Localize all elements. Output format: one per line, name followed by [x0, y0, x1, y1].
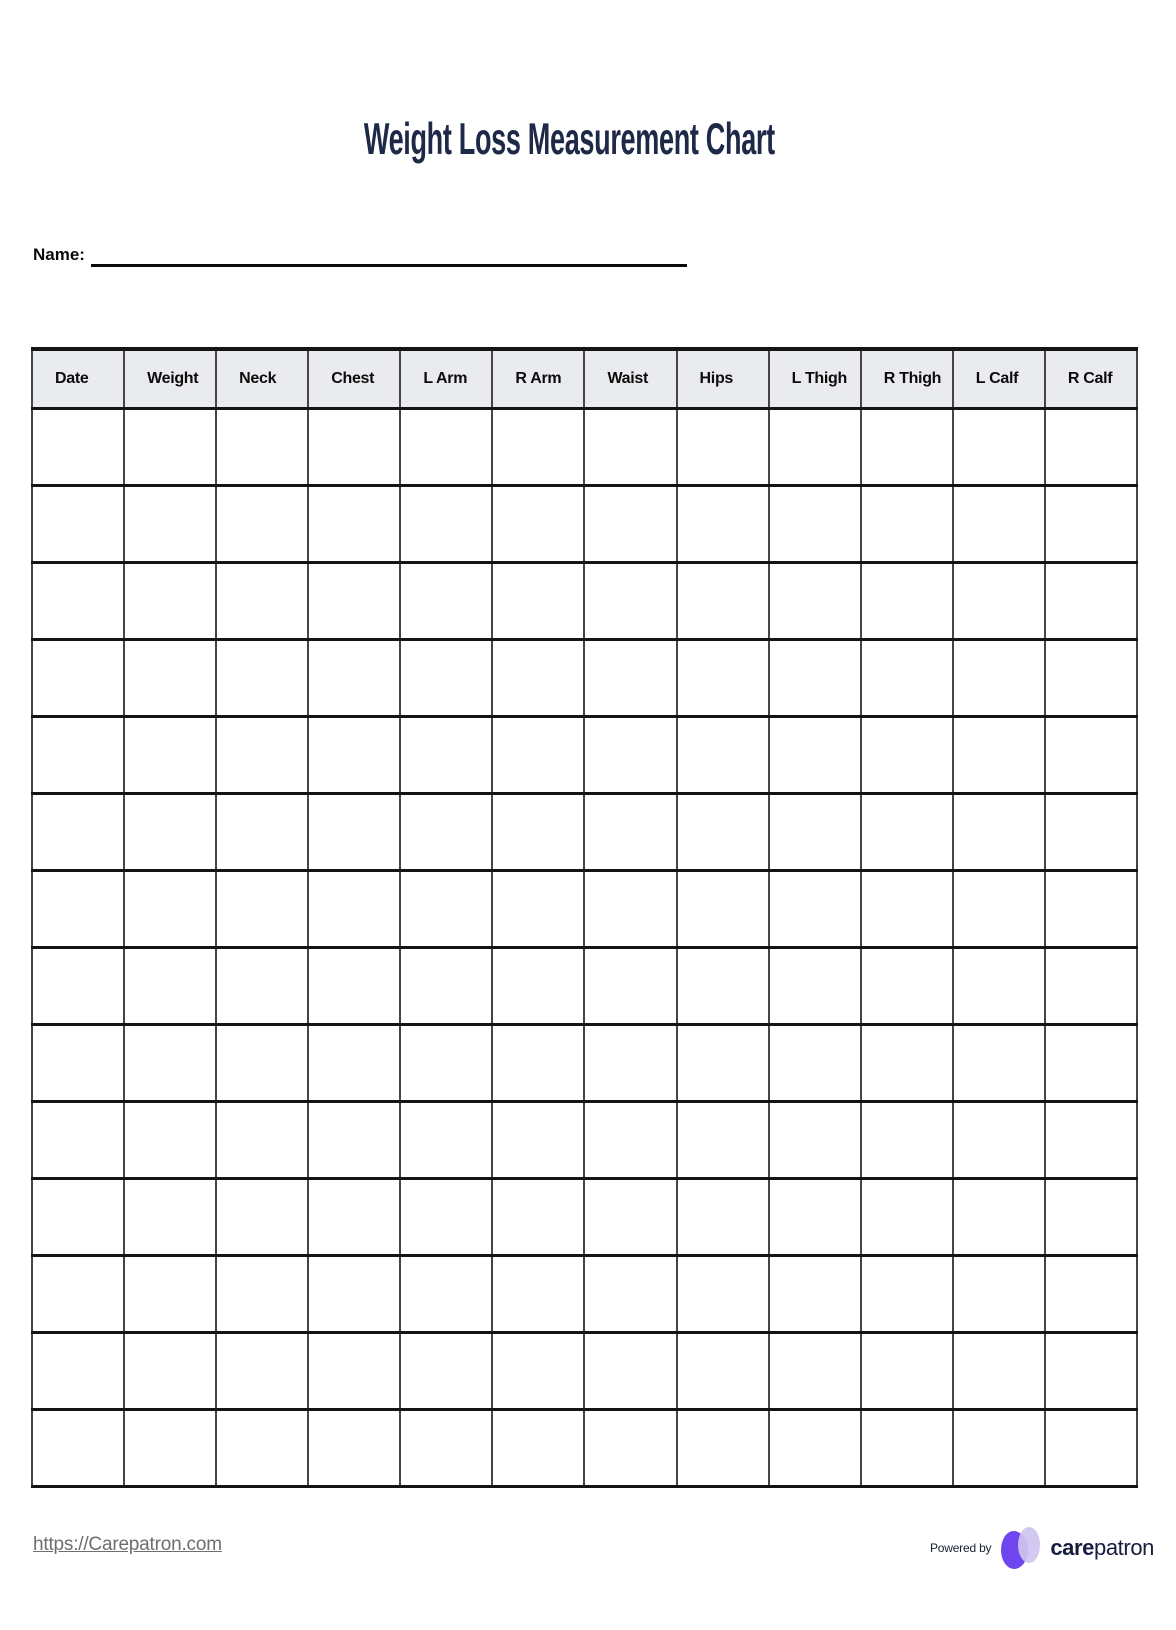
table-cell[interactable] — [400, 1333, 492, 1410]
table-cell[interactable] — [677, 871, 769, 948]
table-cell[interactable] — [124, 409, 216, 486]
table-cell[interactable] — [861, 409, 953, 486]
table-cell[interactable] — [124, 1025, 216, 1102]
table-cell[interactable] — [308, 640, 400, 717]
brand-wordmark — [1050, 1535, 1154, 1561]
table-cell[interactable] — [308, 1102, 400, 1179]
table-cell[interactable] — [124, 871, 216, 948]
table-cell[interactable] — [953, 1179, 1045, 1256]
table-cell[interactable] — [584, 794, 676, 871]
table-cell[interactable] — [1045, 1410, 1137, 1487]
table-cell[interactable] — [124, 717, 216, 794]
table-cell[interactable] — [861, 1102, 953, 1179]
table-row — [32, 563, 1137, 640]
column-header-r-arm: R Arm — [492, 349, 584, 409]
table-cell[interactable] — [584, 871, 676, 948]
table-cell[interactable] — [861, 948, 953, 1025]
table-cell[interactable] — [584, 486, 676, 563]
table-cell[interactable] — [953, 563, 1045, 640]
table-cell[interactable] — [492, 486, 584, 563]
table-cell[interactable] — [584, 948, 676, 1025]
measurement-table-header — [32, 349, 1137, 409]
table-cell[interactable] — [492, 640, 584, 717]
name-input-line[interactable] — [91, 242, 687, 267]
table-cell[interactable] — [216, 486, 308, 563]
table-cell[interactable] — [492, 563, 584, 640]
table-cell[interactable] — [1045, 563, 1137, 640]
table-cell[interactable] — [124, 794, 216, 871]
table-cell[interactable] — [32, 1179, 124, 1256]
table-cell[interactable] — [584, 1102, 676, 1179]
table-cell[interactable] — [308, 409, 400, 486]
table-cell[interactable] — [769, 1025, 861, 1102]
measurement-table — [31, 347, 1138, 1488]
table-cell[interactable] — [861, 1256, 953, 1333]
logo-petal-right — [1018, 1527, 1040, 1563]
table-cell[interactable] — [1045, 1179, 1137, 1256]
table-cell[interactable] — [308, 1410, 400, 1487]
table-cell[interactable] — [584, 409, 676, 486]
table-cell[interactable] — [677, 409, 769, 486]
table-cell[interactable] — [32, 871, 124, 948]
table-cell[interactable] — [1045, 486, 1137, 563]
table-cell[interactable] — [216, 948, 308, 1025]
table-row — [32, 486, 1137, 563]
table-cell[interactable] — [584, 1025, 676, 1102]
table-cell[interactable] — [584, 1410, 676, 1487]
column-header-weight: Weight — [124, 349, 216, 409]
table-cell[interactable] — [32, 486, 124, 563]
table-cell[interactable] — [861, 1025, 953, 1102]
table-cell[interactable] — [124, 1102, 216, 1179]
table-cell[interactable] — [677, 1410, 769, 1487]
table-cell[interactable] — [400, 1179, 492, 1256]
table-cell[interactable] — [1045, 717, 1137, 794]
table-cell[interactable] — [677, 794, 769, 871]
table-cell[interactable] — [861, 1410, 953, 1487]
table-cell[interactable] — [861, 486, 953, 563]
table-cell[interactable] — [400, 1025, 492, 1102]
table-cell[interactable] — [677, 948, 769, 1025]
table-cell[interactable] — [677, 1102, 769, 1179]
table-cell[interactable] — [32, 1102, 124, 1179]
table-cell[interactable] — [216, 1025, 308, 1102]
table-cell[interactable] — [584, 1333, 676, 1410]
table-cell[interactable] — [677, 717, 769, 794]
table-row — [32, 1333, 1137, 1410]
table-cell[interactable] — [861, 640, 953, 717]
column-header-waist: Waist — [584, 349, 676, 409]
table-cell[interactable] — [216, 1410, 308, 1487]
table-cell[interactable] — [124, 486, 216, 563]
table-cell[interactable] — [308, 1256, 400, 1333]
table-cell[interactable] — [400, 1102, 492, 1179]
table-cell[interactable] — [32, 794, 124, 871]
table-cell[interactable] — [492, 1256, 584, 1333]
table-cell[interactable] — [400, 871, 492, 948]
table-cell[interactable] — [584, 563, 676, 640]
table-cell[interactable] — [861, 563, 953, 640]
table-cell[interactable] — [400, 948, 492, 1025]
table-cell[interactable] — [308, 871, 400, 948]
table-cell[interactable] — [400, 1410, 492, 1487]
table-row — [32, 409, 1137, 486]
table-cell[interactable] — [953, 717, 1045, 794]
table-cell[interactable] — [953, 1102, 1045, 1179]
column-header-date: Date — [32, 349, 124, 409]
table-cell[interactable] — [492, 717, 584, 794]
table-cell[interactable] — [32, 1410, 124, 1487]
table-cell[interactable] — [1045, 1025, 1137, 1102]
table-cell[interactable] — [1045, 640, 1137, 717]
table-cell[interactable] — [308, 563, 400, 640]
table-cell[interactable] — [584, 1179, 676, 1256]
table-row — [32, 1410, 1137, 1487]
table-cell[interactable] — [308, 717, 400, 794]
column-header-l-thigh: L Thigh — [769, 349, 861, 409]
table-cell[interactable] — [216, 563, 308, 640]
column-header-r-calf: R Calf — [1045, 349, 1137, 409]
table-cell[interactable] — [1045, 871, 1137, 948]
column-header-neck: Neck — [216, 349, 308, 409]
table-cell[interactable] — [953, 640, 1045, 717]
brand-care-text: care — [1050, 1535, 1095, 1560]
table-cell[interactable] — [953, 1025, 1045, 1102]
column-header-chest: Chest — [308, 349, 400, 409]
table-cell[interactable] — [492, 1102, 584, 1179]
table-cell[interactable] — [124, 1410, 216, 1487]
table-cell[interactable] — [584, 640, 676, 717]
table-cell[interactable] — [492, 409, 584, 486]
table-cell[interactable] — [861, 1333, 953, 1410]
table-cell[interactable] — [953, 948, 1045, 1025]
table-cell[interactable] — [769, 1410, 861, 1487]
table-cell[interactable] — [677, 1256, 769, 1333]
table-cell[interactable] — [216, 1256, 308, 1333]
table-cell[interactable] — [677, 1333, 769, 1410]
column-header-l-calf: L Calf — [953, 349, 1045, 409]
name-field-row — [33, 242, 687, 267]
table-cell[interactable] — [769, 948, 861, 1025]
table-cell[interactable] — [400, 717, 492, 794]
table-cell[interactable] — [308, 1333, 400, 1410]
table-cell[interactable] — [308, 1179, 400, 1256]
table-cell[interactable] — [124, 1179, 216, 1256]
table-cell[interactable] — [953, 1256, 1045, 1333]
table-cell[interactable] — [124, 1333, 216, 1410]
table-cell[interactable] — [861, 794, 953, 871]
table-cell[interactable] — [32, 563, 124, 640]
name-label: Name: — [33, 245, 85, 264]
table-row — [32, 871, 1137, 948]
table-row — [32, 948, 1137, 1025]
table-row — [32, 1256, 1137, 1333]
table-cell[interactable] — [861, 717, 953, 794]
table-cell[interactable] — [216, 640, 308, 717]
table-cell[interactable] — [216, 717, 308, 794]
title-container — [0, 116, 1176, 163]
table-cell[interactable] — [308, 794, 400, 871]
table-cell[interactable] — [769, 486, 861, 563]
table-cell[interactable] — [32, 948, 124, 1025]
table-cell[interactable] — [953, 486, 1045, 563]
table-cell[interactable] — [769, 1333, 861, 1410]
table-cell[interactable] — [400, 794, 492, 871]
table-cell[interactable] — [1045, 794, 1137, 871]
table-cell[interactable] — [492, 871, 584, 948]
brand-patron-text: patron — [1094, 1535, 1154, 1560]
table-row — [32, 1025, 1137, 1102]
table-cell[interactable] — [769, 1256, 861, 1333]
table-cell[interactable] — [677, 563, 769, 640]
table-cell[interactable] — [492, 1025, 584, 1102]
table-cell[interactable] — [216, 409, 308, 486]
table-cell[interactable] — [1045, 409, 1137, 486]
table-cell[interactable] — [308, 1025, 400, 1102]
table-cell[interactable] — [769, 1179, 861, 1256]
table-cell[interactable] — [953, 871, 1045, 948]
column-header-hips: Hips — [677, 349, 769, 409]
table-cell[interactable] — [769, 409, 861, 486]
column-header-l-arm: L Arm — [400, 349, 492, 409]
table-cell[interactable] — [769, 640, 861, 717]
table-row — [32, 1179, 1137, 1256]
table-cell[interactable] — [32, 717, 124, 794]
table-cell[interactable] — [492, 1333, 584, 1410]
table-row — [32, 1102, 1137, 1179]
table-cell[interactable] — [400, 640, 492, 717]
table-cell[interactable] — [1045, 1256, 1137, 1333]
table-cell[interactable] — [677, 1179, 769, 1256]
table-cell[interactable] — [1045, 948, 1137, 1025]
table-cell[interactable] — [492, 1410, 584, 1487]
table-cell[interactable] — [32, 640, 124, 717]
table-row — [32, 640, 1137, 717]
table-cell[interactable] — [677, 486, 769, 563]
table-cell[interactable] — [861, 871, 953, 948]
table-cell[interactable] — [677, 1025, 769, 1102]
table-cell[interactable] — [769, 563, 861, 640]
table-cell[interactable] — [124, 948, 216, 1025]
table-cell[interactable] — [32, 1256, 124, 1333]
table-cell[interactable] — [32, 1025, 124, 1102]
footer-link[interactable]: https://Carepatron.com — [33, 1534, 222, 1555]
table-cell[interactable] — [1045, 1333, 1137, 1410]
table-cell[interactable] — [953, 409, 1045, 486]
table-cell[interactable] — [492, 794, 584, 871]
header-row — [32, 349, 1137, 409]
table-cell[interactable] — [492, 1179, 584, 1256]
table-cell[interactable] — [400, 563, 492, 640]
table-cell[interactable] — [216, 1333, 308, 1410]
table-cell[interactable] — [400, 409, 492, 486]
table-cell[interactable] — [1045, 1102, 1137, 1179]
table-cell[interactable] — [124, 563, 216, 640]
powered-by-label: Powered by — [929, 1541, 992, 1555]
table-row — [32, 717, 1137, 794]
table-cell[interactable] — [32, 409, 124, 486]
column-header-r-thigh: R Thigh — [861, 349, 953, 409]
carepatron-logo-icon — [999, 1524, 1045, 1572]
table-cell[interactable] — [216, 871, 308, 948]
table-cell[interactable] — [400, 1256, 492, 1333]
table-cell[interactable] — [216, 1102, 308, 1179]
table-cell[interactable] — [677, 640, 769, 717]
table-cell[interactable] — [769, 717, 861, 794]
table-cell[interactable] — [953, 1333, 1045, 1410]
table-cell[interactable] — [124, 1256, 216, 1333]
table-row — [32, 794, 1137, 871]
table-cell[interactable] — [492, 948, 584, 1025]
table-cell[interactable] — [584, 1256, 676, 1333]
table-cell[interactable] — [124, 640, 216, 717]
table-cell[interactable] — [953, 794, 1045, 871]
measurement-table-body — [32, 409, 1137, 1487]
table-cell[interactable] — [953, 1410, 1045, 1487]
table-cell[interactable] — [308, 948, 400, 1025]
table-cell[interactable] — [769, 1102, 861, 1179]
table-cell[interactable] — [584, 717, 676, 794]
table-cell[interactable] — [308, 486, 400, 563]
page-title: Weight Loss Measurement Chart — [363, 114, 775, 164]
footer-brand — [930, 1524, 1154, 1572]
table-cell[interactable] — [861, 1179, 953, 1256]
table-cell[interactable] — [32, 1333, 124, 1410]
table-cell[interactable] — [400, 486, 492, 563]
table-cell[interactable] — [769, 871, 861, 948]
table-cell[interactable] — [769, 794, 861, 871]
table-cell[interactable] — [216, 794, 308, 871]
table-cell[interactable] — [216, 1179, 308, 1256]
